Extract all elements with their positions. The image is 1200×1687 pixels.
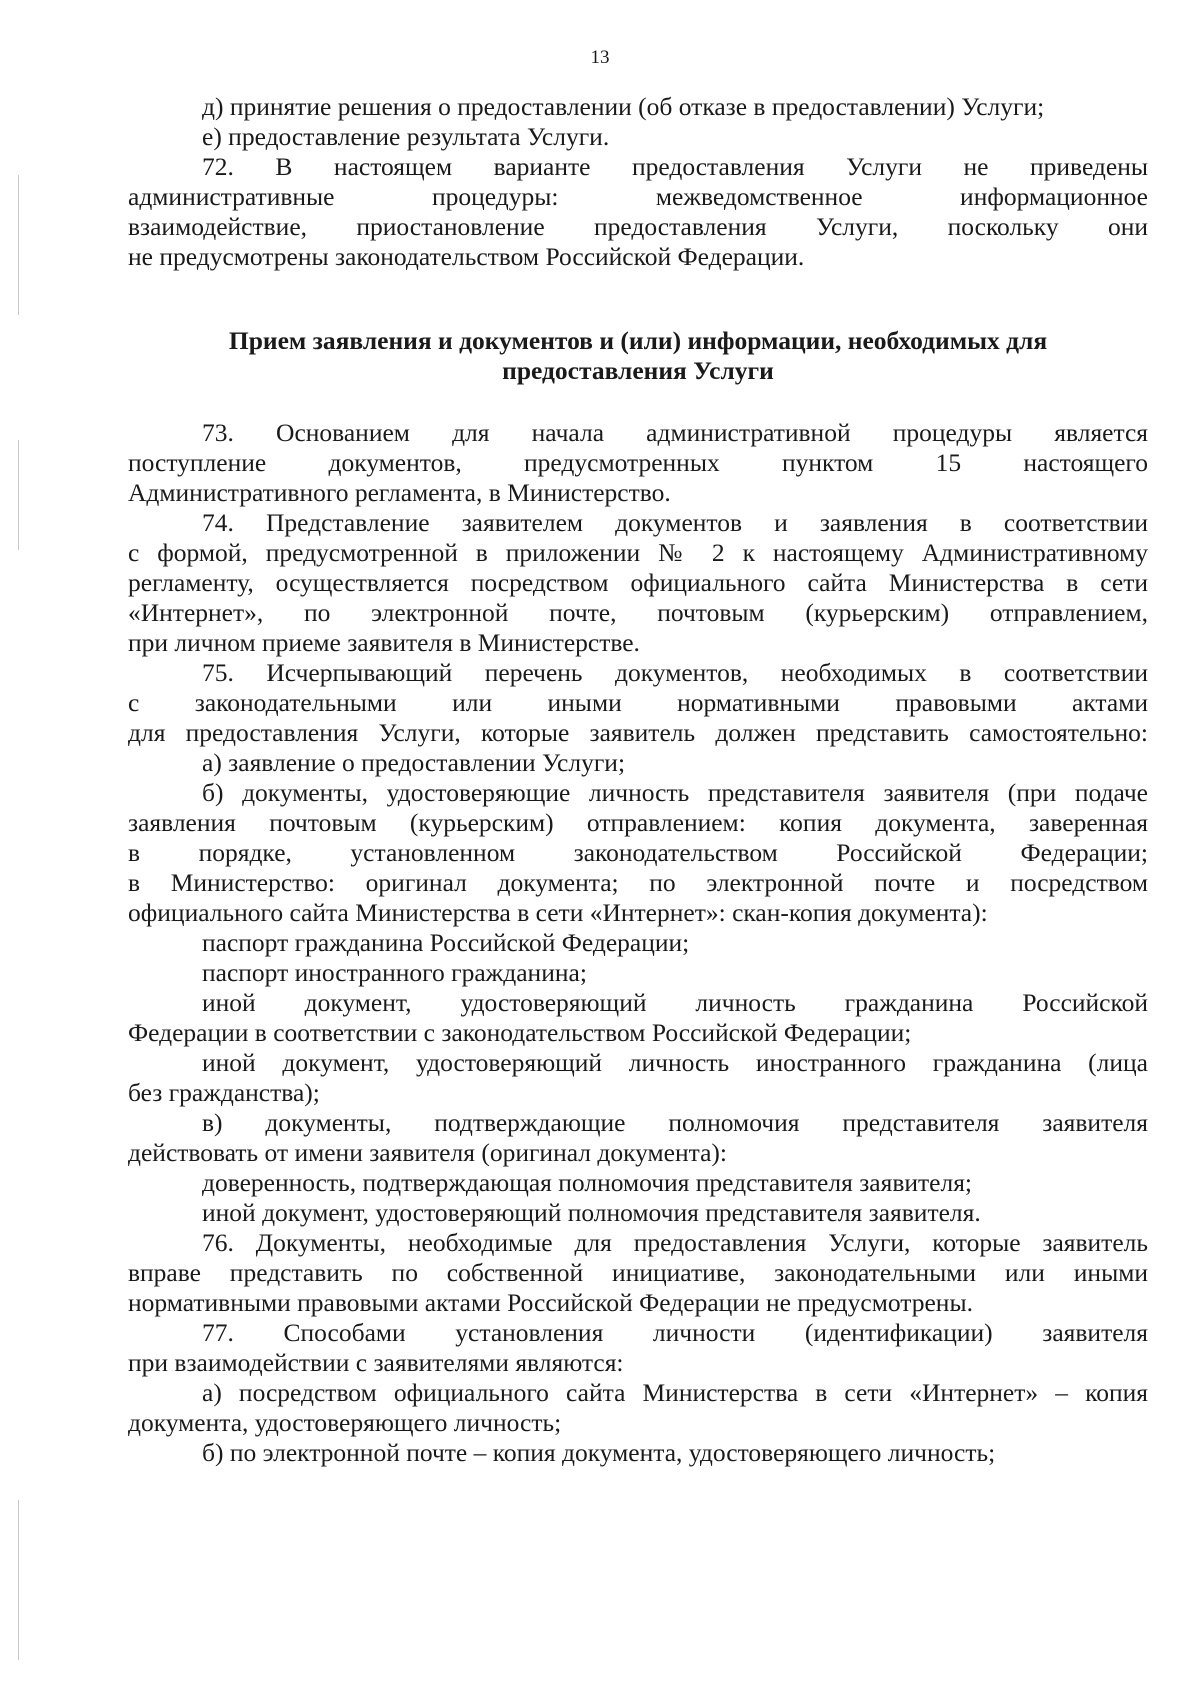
text-line: взаимодействие, приостановление предоставления Услуги, поскольку они — [128, 212, 1148, 241]
text-line: 76. Документы, необходимые для предоставления Услуги, которые заявитель — [202, 1228, 1148, 1257]
text-line: 73. Основанием для начала административной процедуры является — [202, 418, 1148, 447]
text-line: «Интернет», по электронной почте, почтовым (курьерским) отправлением, — [128, 598, 1148, 627]
text-line: 75. Исчерпывающий перечень документов, необходимых в соответствии — [202, 658, 1148, 687]
text-line: с законодательными или иными нормативными правовыми актами — [128, 688, 1148, 717]
scan-edge-mark — [18, 440, 19, 550]
text-line: при личном приеме заявителя в Министерстве. — [128, 628, 640, 657]
text-line: в) документы, подтверждающие полномочия представителя заявителя — [202, 1108, 1148, 1137]
text-line: без гражданства); — [128, 1078, 320, 1107]
text-line: поступление документов, предусмотренных пунктом 15 настоящего — [128, 448, 1148, 477]
text-line: не предусмотрены законодательством Российской Федерации. — [128, 242, 805, 271]
text-line: Административного регламента, в Министерство. — [128, 478, 671, 507]
text-line: б) документы, удостоверяющие личность представителя заявителя (при подаче — [202, 778, 1148, 807]
text-line: иной документ, удостоверяющий личность иностранного гражданина (лица — [202, 1048, 1148, 1077]
text-line: д) принятие решения о предоставлении (об отказе в предоставлении) Услуги; — [202, 92, 1045, 121]
section-heading-line-1: Прием заявления и документов и (или) информации, необходимых для — [228, 326, 1048, 355]
scan-edge-mark — [18, 1500, 19, 1660]
text-line: доверенность, подтверждающая полномочия представителя заявителя; — [202, 1168, 973, 1197]
text-line: 77. Способами установления личности (идентификации) заявителя — [202, 1318, 1148, 1347]
text-line: действовать от имени заявителя (оригинал документа): — [128, 1138, 727, 1167]
text-line: а) заявление о предоставлении Услуги; — [202, 748, 626, 777]
text-line: иной документ, удостоверяющий полномочия представителя заявителя. — [202, 1198, 981, 1227]
text-line: паспорт иностранного гражданина; — [202, 958, 587, 987]
text-line: документа, удостоверяющего личность; — [128, 1408, 562, 1437]
text-line: для предоставления Услуги, которые заявитель должен представить самостоятельно: — [128, 718, 1148, 747]
page-number: 13 — [590, 47, 610, 68]
text-line: паспорт гражданина Российской Федерации; — [202, 928, 690, 957]
scan-edge-mark — [18, 175, 19, 315]
text-line: в порядке, установленном законодательством Российской Федерации; — [128, 838, 1148, 867]
text-line: регламенту, осуществляется посредством официального сайта Министерства в сети — [128, 568, 1148, 597]
text-line: иной документ, удостоверяющий личность гражданина Российской — [202, 988, 1148, 1017]
text-line: 74. Представление заявителем документов и заявления в соответствии — [202, 508, 1148, 537]
text-line: официального сайта Министерства в сети «Интернет»: скан-копия документа): — [128, 898, 988, 927]
text-line: вправе представить по собственной инициативе, законодательными или иными — [128, 1258, 1148, 1287]
text-line: б) по электронной почте – копия документа, удостоверяющего личность; — [202, 1438, 996, 1467]
text-line: е) предоставление результата Услуги. — [202, 122, 610, 151]
text-line: административные процедуры: межведомственное информационное — [128, 182, 1148, 211]
text-line: при взаимодействии с заявителями являются: — [128, 1348, 624, 1377]
text-line: в Министерство: оригинал документа; по электронной почте и посредством — [128, 868, 1148, 897]
text-line: заявления почтовым (курьерским) отправлением: копия документа, заверенная — [128, 808, 1148, 837]
text-line: с формой, предусмотренной в приложении № 2 к настоящему Административному — [128, 538, 1148, 567]
text-line: Федерации в соответствии с законодательством Российской Федерации; — [128, 1018, 912, 1047]
section-heading-line-2: предоставления Услуги — [502, 356, 774, 385]
text-line: а) посредством официального сайта Министерства в сети «Интернет» – копия — [202, 1378, 1148, 1407]
text-line: нормативными правовыми актами Российской Федерации не предусмотрены. — [128, 1288, 973, 1317]
text-line: 72. В настоящем варианте предоставления Услуги не приведены — [202, 152, 1148, 181]
